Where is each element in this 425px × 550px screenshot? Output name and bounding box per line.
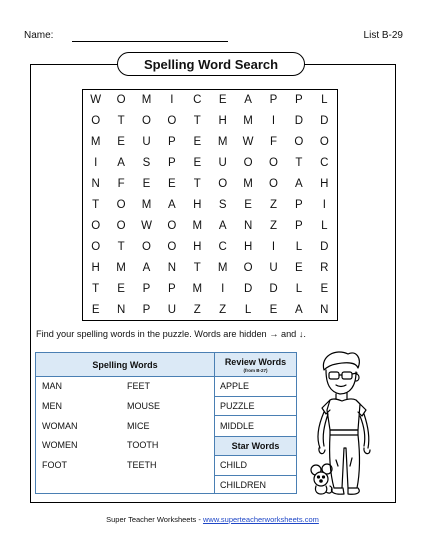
footer	[0, 515, 425, 524]
spelling-word: MICE	[127, 421, 150, 431]
grid-letter[interactable]: N	[116, 303, 126, 316]
grid-letter[interactable]: E	[295, 261, 303, 274]
grid-letter[interactable]: P	[295, 198, 303, 211]
grid-letter[interactable]: I	[94, 157, 98, 170]
grid-letter[interactable]: O	[91, 115, 101, 128]
grid-letter[interactable]: D	[320, 115, 329, 128]
grid-letter[interactable]: D	[320, 240, 329, 253]
grid-letter[interactable]: P	[168, 157, 176, 170]
grid-letter[interactable]: S	[142, 157, 151, 170]
grid-letter[interactable]: U	[269, 261, 278, 274]
grid-letter[interactable]: O	[243, 157, 253, 170]
grid-letter[interactable]: P	[142, 303, 151, 316]
grid-letter[interactable]: N	[167, 261, 177, 274]
list-label: List B-29	[363, 30, 403, 41]
grid-letter[interactable]: E	[193, 136, 202, 149]
grid-letter[interactable]: N	[243, 219, 253, 232]
footer-link[interactable]: www.superteacherworksheets.com	[202, 515, 319, 524]
grid-letter[interactable]: P	[142, 282, 151, 295]
star-word: CHILDREN	[220, 480, 267, 491]
grid-letter[interactable]: P	[295, 94, 303, 107]
grid-letter[interactable]: M	[217, 136, 228, 149]
grid-letter[interactable]: A	[218, 219, 227, 232]
star-words-header: Star Words	[214, 436, 296, 456]
grid-letter[interactable]: O	[167, 240, 177, 253]
spelling-word: FEET	[127, 381, 151, 391]
grid-letter[interactable]: F	[117, 178, 125, 191]
grid-letter[interactable]: T	[193, 115, 201, 128]
grid-letter[interactable]: P	[269, 94, 278, 107]
grid-letter[interactable]: O	[269, 157, 278, 170]
grid-letter[interactable]: E	[117, 136, 125, 149]
spelling-words-header: Spelling Words	[36, 353, 214, 377]
grid-letter[interactable]: M	[141, 94, 152, 107]
grid-letter[interactable]: M	[243, 115, 253, 128]
grid-letter[interactable]: O	[116, 219, 126, 232]
grid-letter[interactable]: C	[320, 157, 329, 170]
word-search-grid	[82, 89, 338, 321]
spelling-word: MOUSE	[127, 401, 161, 411]
grid-letter[interactable]: I	[221, 282, 225, 295]
grid-letter[interactable]: T	[117, 115, 125, 128]
grid-letter[interactable]: L	[321, 219, 328, 232]
grid-letter[interactable]: O	[116, 198, 126, 211]
grid-letter[interactable]: O	[269, 178, 278, 191]
grid-letter[interactable]: W	[90, 94, 102, 107]
star-word: CHILD	[215, 456, 296, 476]
grid-letter[interactable]: S	[218, 198, 227, 211]
grid-letter[interactable]: N	[91, 178, 100, 191]
grid-letter[interactable]: O	[142, 240, 151, 253]
grid-letter[interactable]: L	[295, 240, 303, 253]
grid-letter[interactable]: I	[170, 94, 174, 107]
grid-letter[interactable]: H	[243, 240, 253, 253]
grid-letter[interactable]: I	[322, 198, 326, 211]
review-word: APPLE	[215, 377, 296, 397]
spelling-word: MEN	[42, 401, 62, 411]
grid-letter[interactable]: E	[142, 178, 151, 191]
grid-letter[interactable]: C	[193, 94, 202, 107]
grid-letter[interactable]: O	[91, 219, 101, 232]
grid-letter[interactable]: U	[142, 136, 151, 149]
grid-letter[interactable]: E	[218, 94, 227, 107]
grid-letter[interactable]: L	[321, 94, 328, 107]
grid-letter[interactable]: H	[193, 198, 202, 211]
grid-letter[interactable]: W	[141, 219, 152, 232]
grid-letter[interactable]: E	[91, 303, 100, 316]
grid-letter[interactable]: O	[167, 219, 177, 232]
grid-letter[interactable]: A	[168, 198, 176, 211]
grid-letter[interactable]: Z	[219, 303, 227, 316]
instructions: Find your spelling words in the puzzle. Words are hidden → and ↓.	[36, 329, 306, 339]
grid-letter[interactable]: L	[244, 303, 252, 316]
grid-letter[interactable]: M	[192, 219, 203, 232]
grid-letter[interactable]: H	[218, 115, 227, 128]
grid-letter[interactable]: E	[269, 303, 278, 316]
review-word: PUZZLE	[215, 397, 296, 417]
grid-letter[interactable]: Z	[269, 219, 277, 232]
grid-letter[interactable]: E	[168, 178, 176, 191]
grid-letter[interactable]: T	[193, 261, 201, 274]
grid-letter[interactable]: M	[243, 178, 253, 191]
grid-letter[interactable]: E	[244, 198, 252, 211]
spelling-word: FOOT	[42, 460, 67, 470]
grid-letter[interactable]: O	[167, 115, 177, 128]
grid-letter[interactable]: T	[193, 178, 201, 191]
grid-letter[interactable]: M	[141, 198, 152, 211]
grid-letter[interactable]: D	[243, 282, 253, 295]
grid-letter[interactable]: U	[218, 157, 227, 170]
grid-letter[interactable]: M	[116, 261, 126, 274]
grid-letter[interactable]: O	[91, 240, 101, 253]
grid-letter[interactable]: I	[271, 240, 276, 253]
spelling-word: WOMAN	[42, 421, 78, 431]
grid-letter[interactable]: P	[168, 136, 176, 149]
grid-letter[interactable]: N	[320, 303, 329, 316]
grid-letter[interactable]: R	[320, 261, 329, 274]
grid-letter[interactable]: W	[242, 136, 254, 149]
grid-letter[interactable]: D	[294, 115, 304, 128]
grid-letter[interactable]: I	[271, 115, 276, 128]
grid-letter[interactable]: E	[117, 282, 125, 295]
worksheet-title: Spelling Word Search	[117, 52, 305, 76]
grid-letter[interactable]: P	[168, 282, 176, 295]
grid-letter[interactable]: H	[320, 178, 329, 191]
grid-letter[interactable]: Z	[193, 303, 201, 316]
grid-letter[interactable]: L	[295, 282, 303, 295]
grid-letter[interactable]: Z	[269, 198, 277, 211]
grid-letter[interactable]: T	[92, 282, 100, 295]
grid-letter[interactable]: H	[91, 261, 100, 274]
grid-letter[interactable]: T	[92, 198, 100, 211]
name-line[interactable]	[72, 41, 228, 42]
spelling-word: WOMEN	[42, 440, 78, 450]
name-label: Name:	[24, 30, 54, 41]
grid-letter[interactable]: F	[269, 136, 277, 149]
grid-letter[interactable]: O	[243, 261, 253, 274]
grid-letter[interactable]: M	[90, 136, 101, 149]
review-word: MIDDLE	[220, 420, 255, 431]
grid-letter[interactable]: C	[218, 240, 227, 253]
grid-letter[interactable]: T	[295, 157, 303, 170]
grid-letter[interactable]: U	[167, 303, 177, 316]
grid-letter[interactable]: A	[244, 94, 252, 107]
grid-letter[interactable]: O	[218, 178, 228, 191]
footer-text: Super Teacher Worksheets -	[106, 515, 203, 524]
review-words-header: Review Words (from B-27)	[214, 353, 296, 377]
grid-letter[interactable]: M	[217, 261, 228, 274]
grid-letter[interactable]: A	[295, 178, 303, 191]
grid-letter[interactable]: A	[142, 261, 151, 274]
spelling-word: MAN	[42, 381, 62, 391]
grid-letter[interactable]: H	[193, 240, 202, 253]
grid-letter[interactable]: E	[193, 157, 202, 170]
spelling-word: TEETH	[127, 460, 157, 470]
word-table	[35, 352, 297, 494]
grid-letter[interactable]: T	[117, 240, 125, 253]
spelling-word: TOOTH	[127, 440, 159, 450]
grid-letter[interactable]: E	[320, 282, 329, 295]
man-illustration	[300, 348, 396, 498]
grid-letter[interactable]: O	[319, 136, 329, 149]
grid-letter[interactable]: M	[192, 282, 203, 295]
grid-letter[interactable]: O	[142, 115, 151, 128]
grid-letter[interactable]: O	[294, 136, 304, 149]
grid-letter[interactable]: O	[116, 94, 126, 107]
grid-letter[interactable]: A	[295, 303, 303, 316]
grid-letter[interactable]: P	[295, 219, 303, 232]
grid-letter[interactable]: A	[117, 157, 125, 170]
grid-letter[interactable]: D	[269, 282, 278, 295]
